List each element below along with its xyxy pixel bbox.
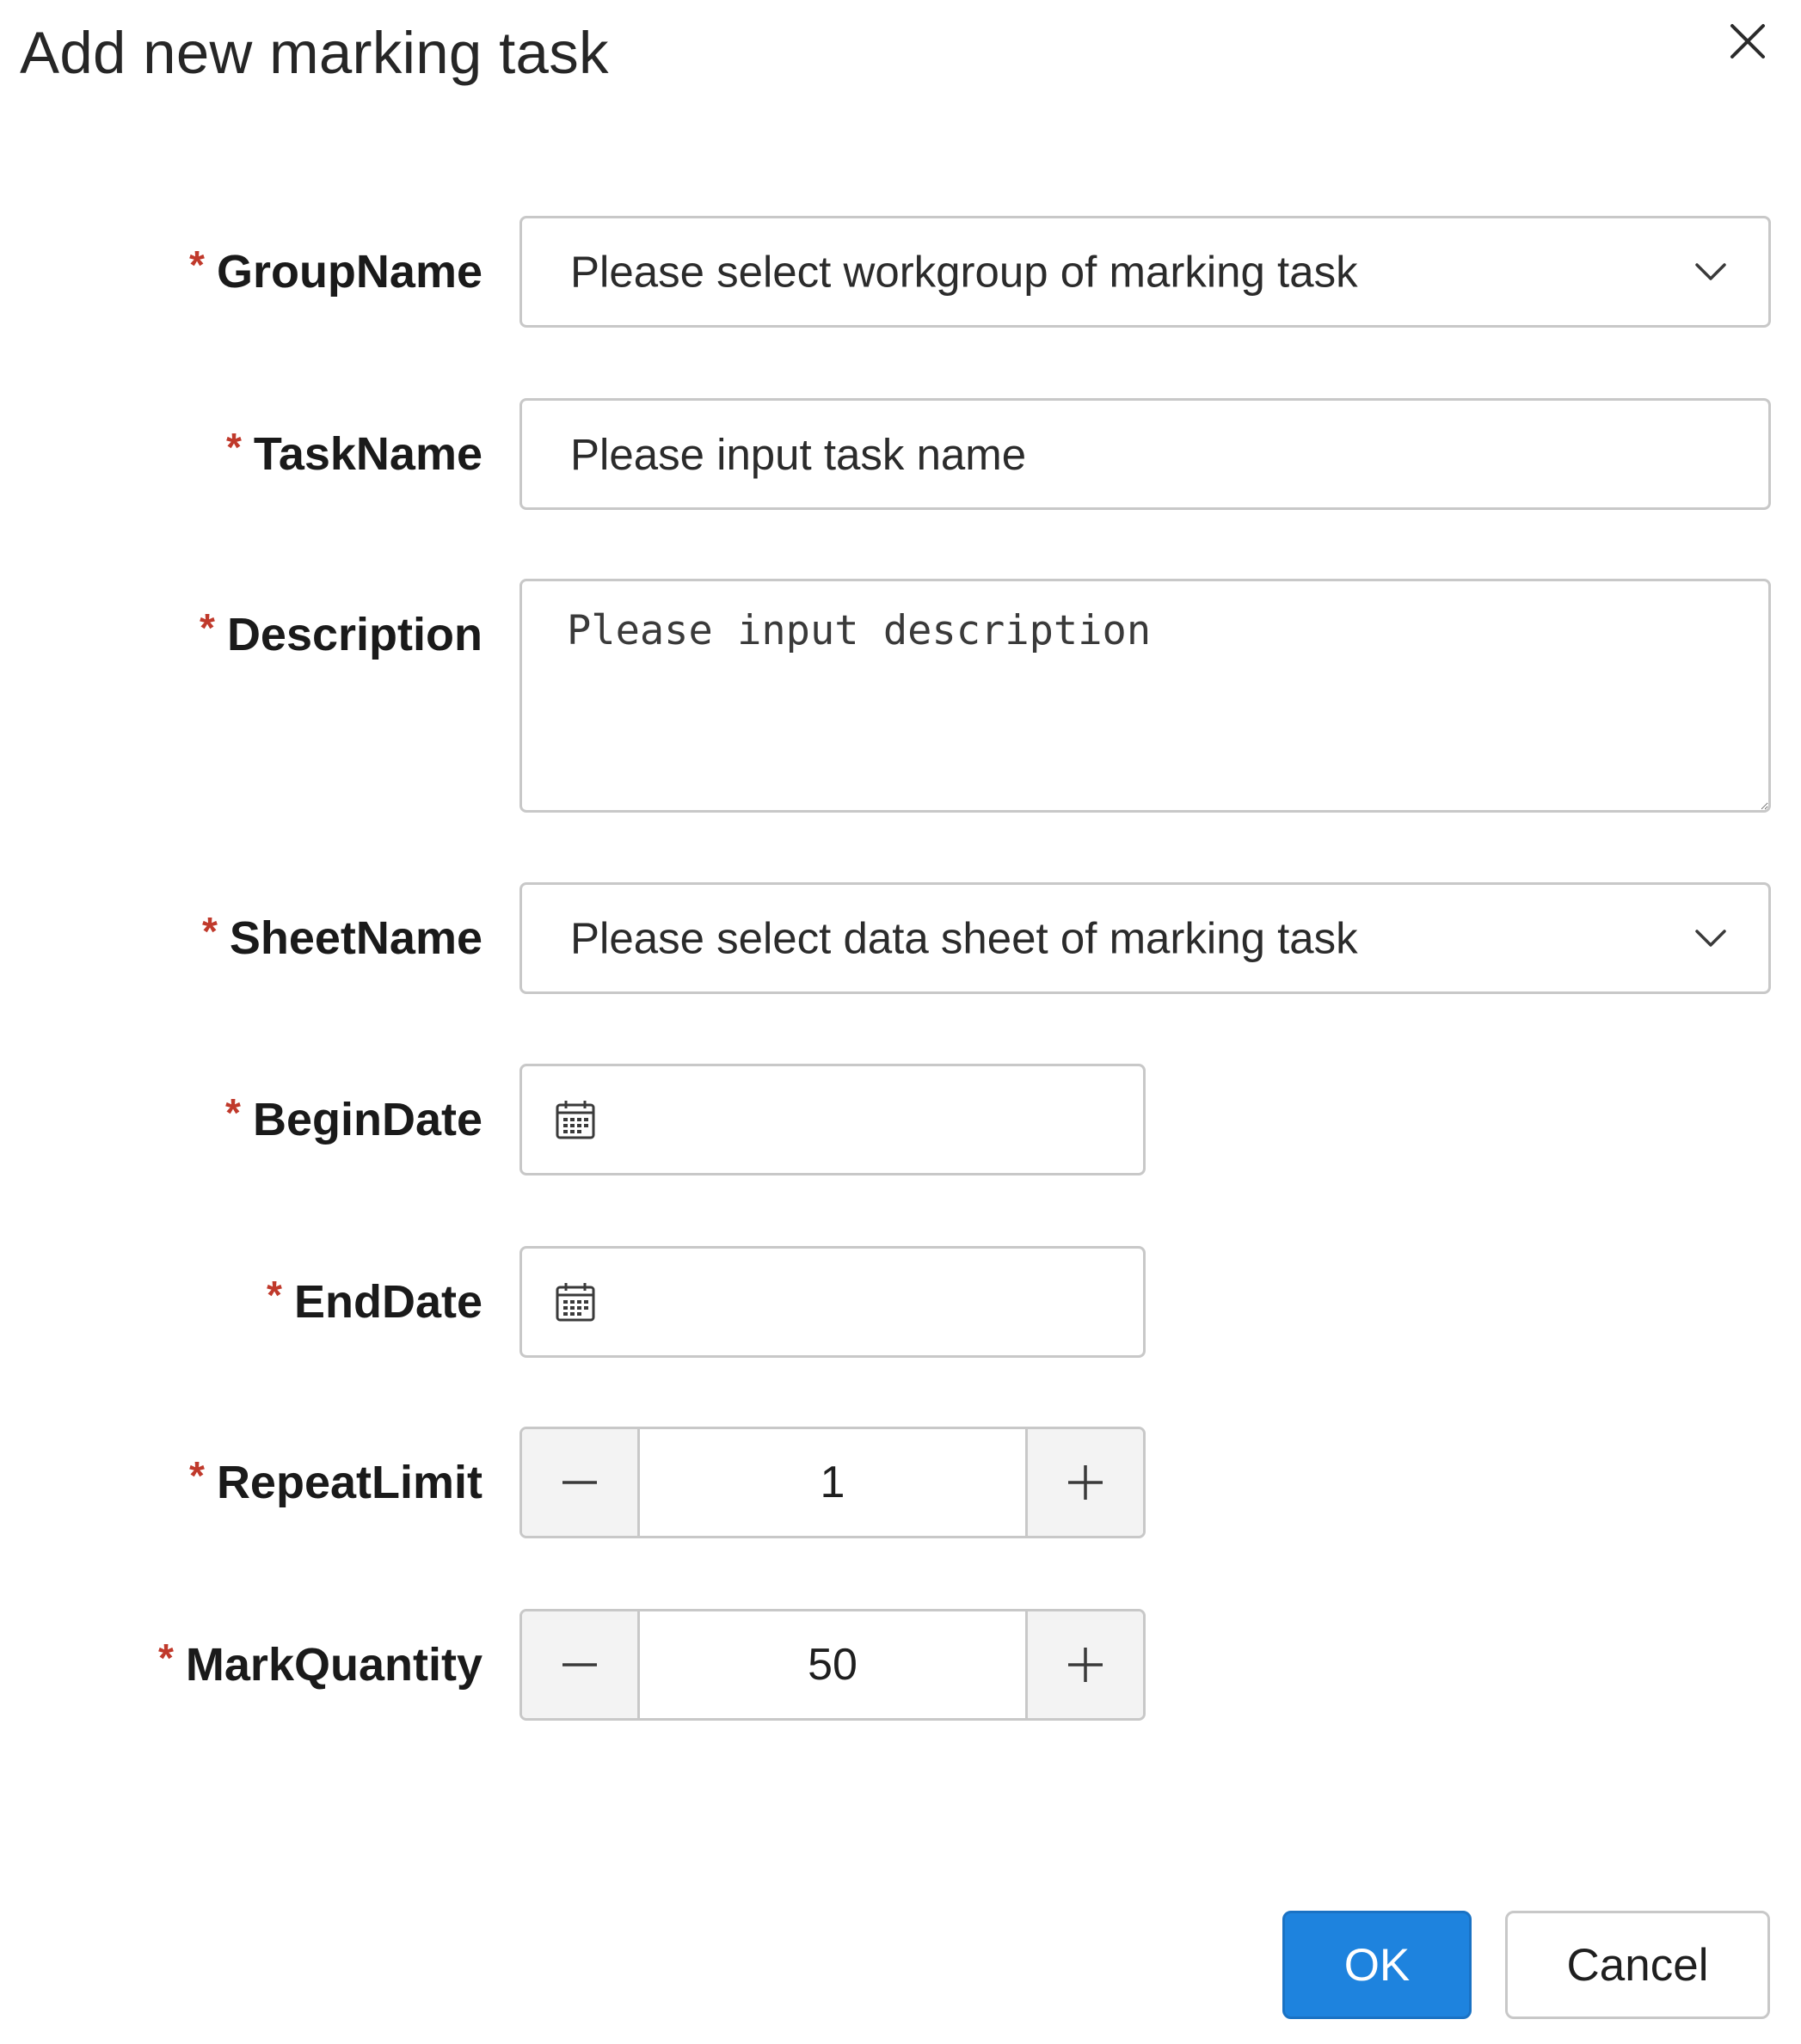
- mark-quantity-increment-button[interactable]: [1025, 1611, 1143, 1718]
- end-date-picker[interactable]: [519, 1246, 1146, 1358]
- task-name-field: [519, 398, 1771, 510]
- mark-quantity-value[interactable]: 50: [808, 1640, 857, 1690]
- repeat-limit-value[interactable]: 1: [820, 1458, 845, 1507]
- task-name-input[interactable]: [522, 401, 1768, 507]
- calendar-icon[interactable]: [553, 1097, 598, 1142]
- mark-quantity-label: [158, 1635, 483, 1695]
- required-marker: *: [267, 1273, 282, 1317]
- cancel-button[interactable]: Cancel: [1505, 1911, 1770, 2019]
- plus-icon: [1063, 1642, 1108, 1687]
- required-marker: *: [225, 1090, 241, 1135]
- required-marker: *: [201, 909, 218, 954]
- mark-quantity-decrement-button[interactable]: [522, 1611, 640, 1718]
- begin-date-label: [225, 1090, 483, 1150]
- group-name-label: [189, 242, 483, 302]
- repeat-limit-label-text: RepeatLimit: [216, 1457, 483, 1508]
- required-marker: *: [225, 425, 242, 470]
- repeat-limit-stepper: [519, 1427, 1146, 1538]
- plus-icon: [1063, 1460, 1108, 1505]
- mark-quantity-stepper: [519, 1609, 1146, 1721]
- minus-icon: [557, 1642, 602, 1687]
- calendar-icon[interactable]: [553, 1280, 598, 1324]
- description-textarea[interactable]: [519, 579, 1771, 813]
- end-date-label-text: EndDate: [293, 1276, 483, 1328]
- dialog-title: Add new marking task: [20, 20, 609, 86]
- ok-button[interactable]: OK: [1282, 1911, 1472, 2019]
- group-name-label-text: GroupName: [216, 246, 483, 298]
- chevron-down-icon[interactable]: [1691, 252, 1730, 292]
- minus-icon: [557, 1460, 602, 1505]
- sheet-name-label: [202, 908, 483, 968]
- group-name-select[interactable]: [519, 216, 1771, 328]
- mark-quantity-label-text: MarkQuantity: [185, 1639, 483, 1691]
- repeat-limit-decrement-button[interactable]: [522, 1429, 640, 1536]
- required-marker: *: [158, 1636, 174, 1680]
- description-label: [200, 605, 483, 665]
- begin-date-picker[interactable]: [519, 1064, 1146, 1175]
- required-marker: *: [189, 1453, 205, 1498]
- sheet-name-placeholder: Please select data sheet of marking task: [570, 913, 1358, 963]
- required-marker: *: [189, 242, 205, 287]
- sheet-name-select[interactable]: [519, 882, 1771, 994]
- repeat-limit-label: [189, 1452, 483, 1513]
- chevron-down-icon[interactable]: [1691, 918, 1730, 958]
- group-name-placeholder: Please select workgroup of marking task: [570, 247, 1358, 297]
- sheet-name-label-text: SheetName: [229, 912, 483, 964]
- required-marker: *: [200, 605, 215, 650]
- task-name-label: [226, 424, 483, 484]
- close-icon[interactable]: [1724, 17, 1772, 65]
- task-name-label-text: TaskName: [253, 428, 483, 480]
- begin-date-label-text: BeginDate: [252, 1094, 483, 1145]
- description-label-text: Description: [226, 609, 483, 660]
- repeat-limit-increment-button[interactable]: [1025, 1429, 1143, 1536]
- end-date-label: [267, 1272, 483, 1332]
